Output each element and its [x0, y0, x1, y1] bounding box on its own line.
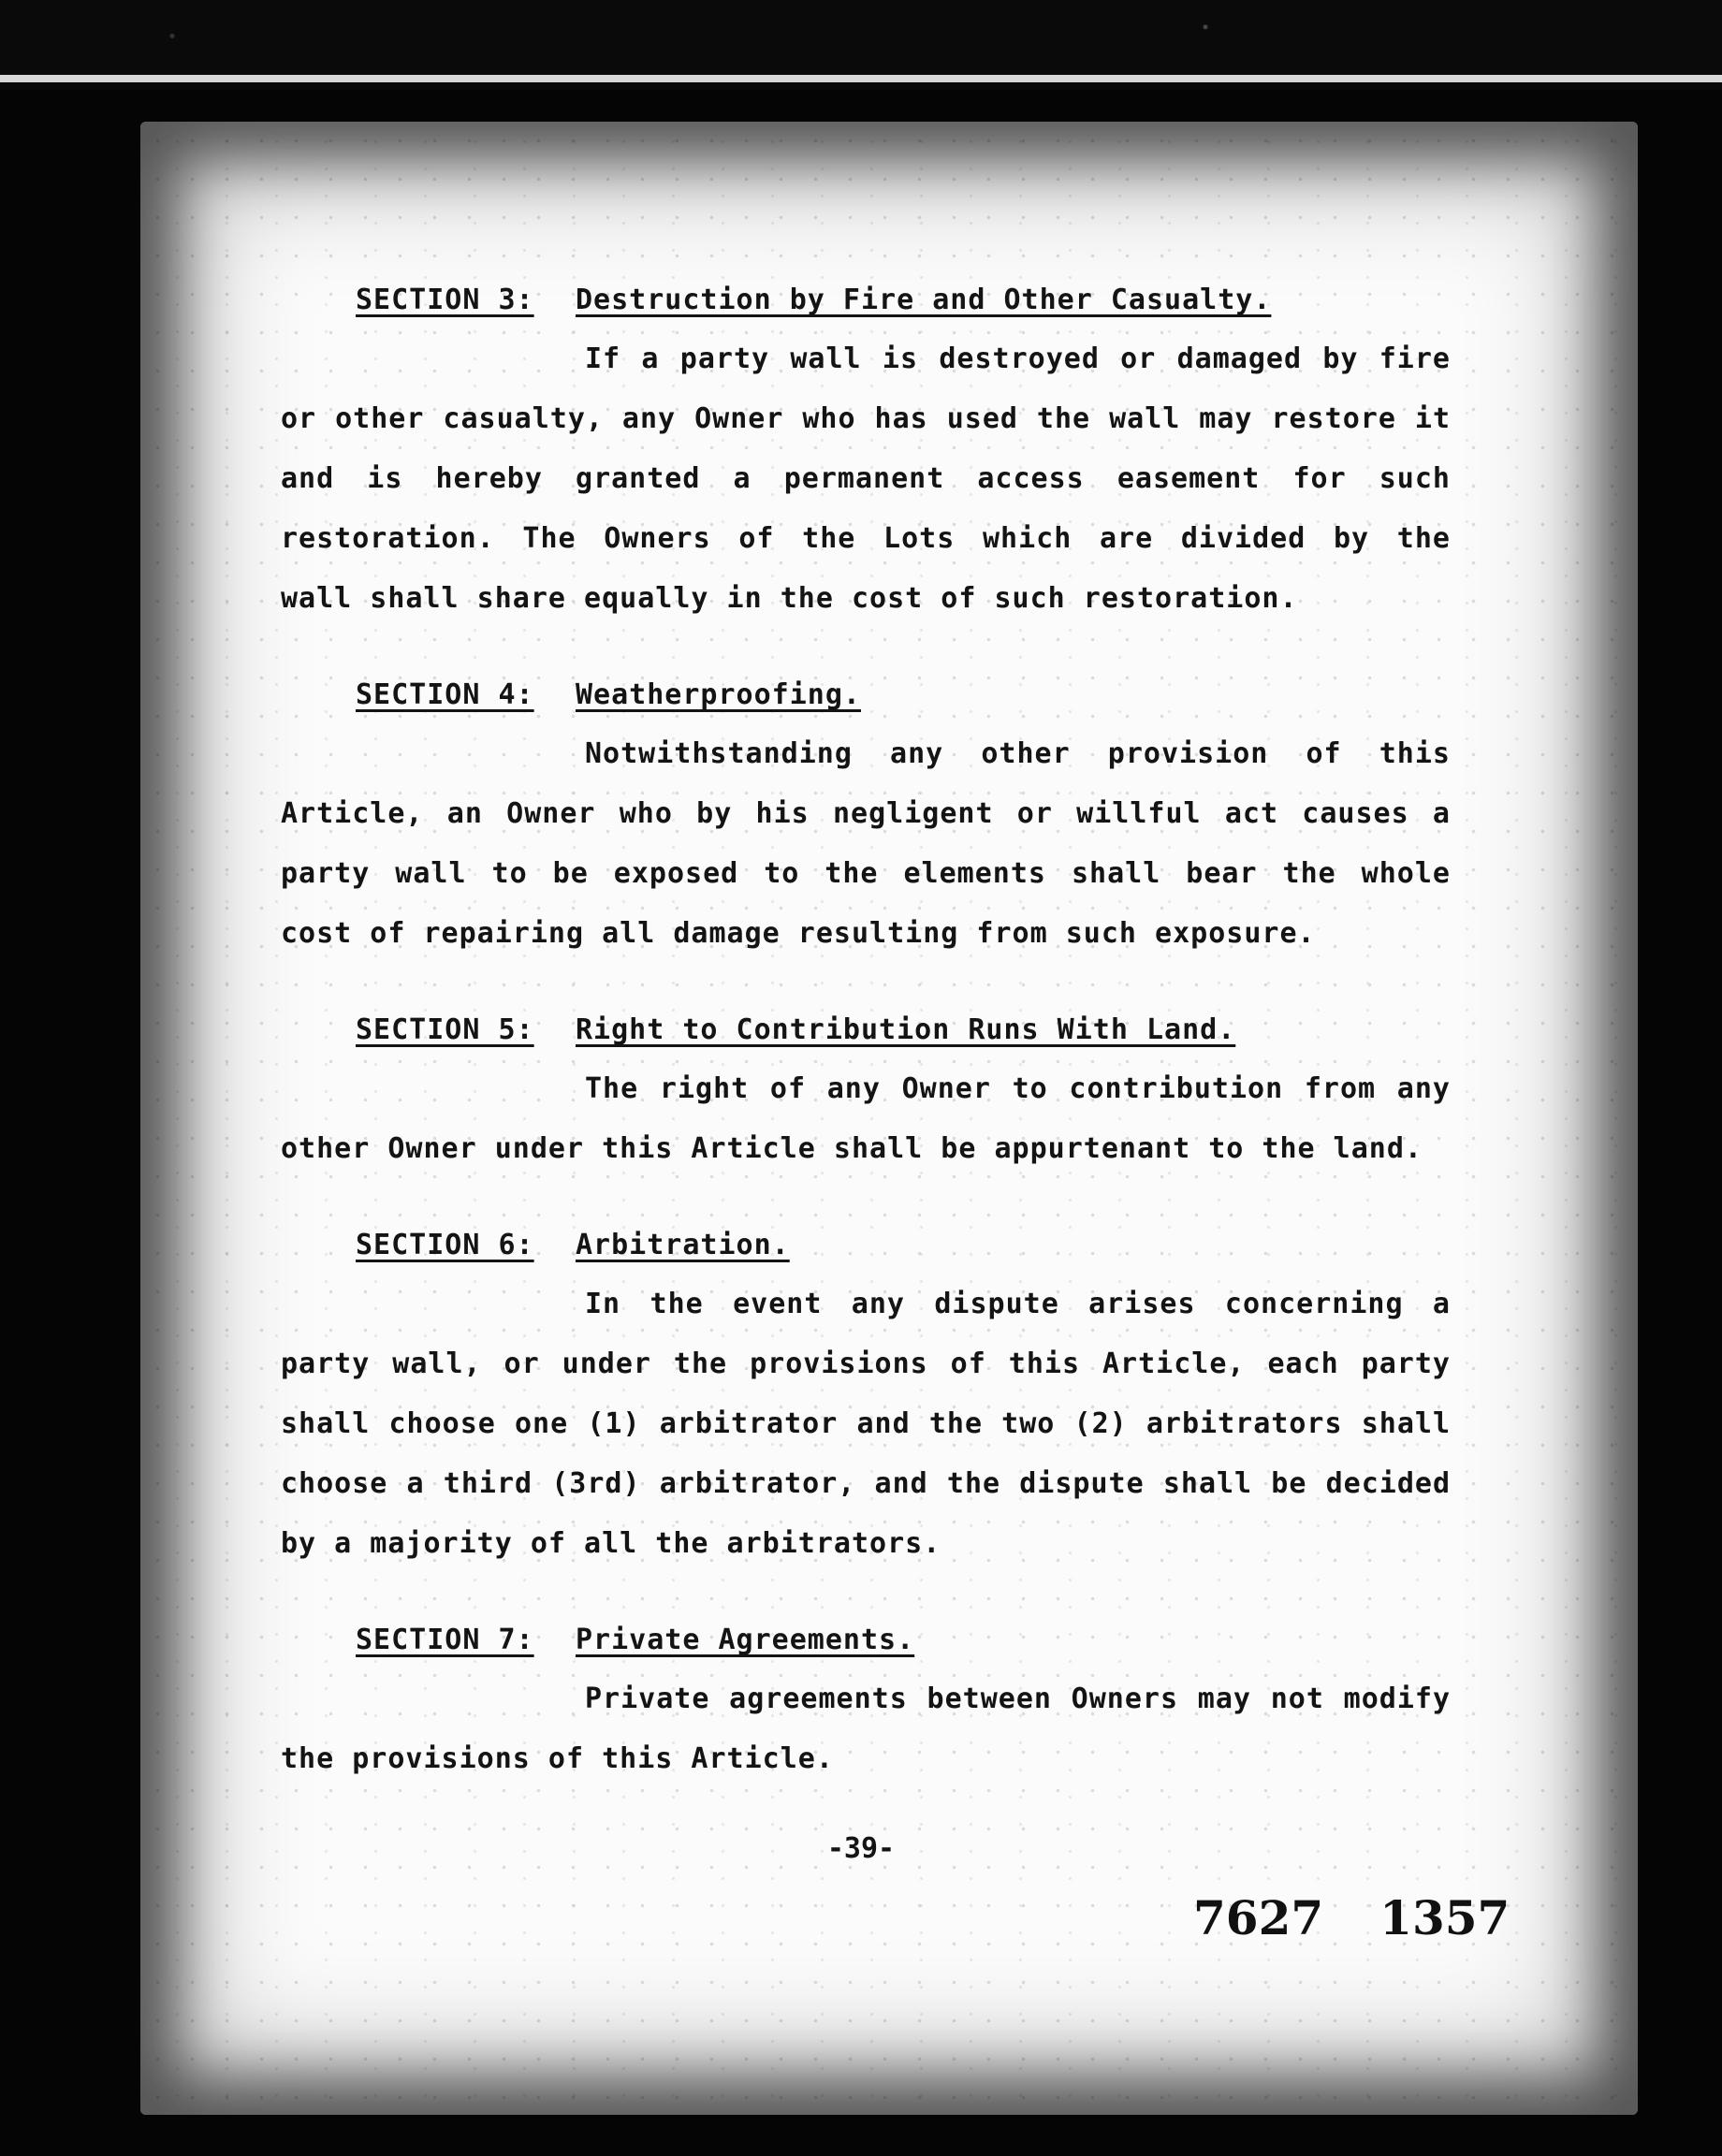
section-text-line: Article, an Owner who by his negligent or willful act causes a: [281, 797, 1451, 830]
section-title: Private Agreements.: [576, 1624, 915, 1656]
section-text-line: other Owner under this Article shall be appurtenant to the land.: [281, 1132, 1423, 1165]
recording-book-number: 7627: [1193, 1890, 1324, 1945]
section-number: SECTION 7:: [356, 1624, 534, 1656]
section-text-line: In the event any dispute arises concerning a: [585, 1288, 1451, 1320]
section-title: Destruction by Fire and Other Casualty.: [576, 284, 1272, 316]
scan-top-rule: [0, 75, 1722, 82]
section: [281, 666, 1451, 964]
section-number: SECTION 3:: [356, 284, 534, 316]
recording-page-number: 1357: [1379, 1890, 1510, 1945]
section-text-line: If a party wall is destroyed or damaged by fire: [585, 342, 1451, 375]
section-text-line: cost of repairing all damage resulting from such exposure.: [281, 917, 1316, 950]
recording-reference: [1193, 1890, 1510, 1945]
section: [281, 1216, 1451, 1574]
section-text-line: Notwithstanding any other provision of this: [585, 737, 1451, 770]
page-number: -39-: [826, 1832, 896, 1865]
section-text-line: the provisions of this Article.: [281, 1742, 834, 1775]
section-title: Right to Contribution Runs With Land.: [576, 1013, 1236, 1046]
section-text-line: choose a third (3rd) arbitrator, and the dispute shall be decided: [281, 1467, 1451, 1500]
section: [281, 1001, 1451, 1179]
section-number: SECTION 5:: [356, 1013, 534, 1046]
section-heading: [281, 1001, 1451, 1059]
section-heading: [281, 666, 1451, 724]
document-body: [281, 271, 1451, 1827]
section-title: Weatherproofing.: [576, 678, 861, 711]
section-text-line: and is hereby granted a permanent access easement for such: [281, 462, 1451, 495]
section-text-line: or other casualty, any Owner who has used the wall may restore it: [281, 402, 1451, 435]
section: [281, 1611, 1451, 1789]
section-text-line: party wall to be exposed to the elements shall bear the whole: [281, 857, 1451, 890]
section-text-line: Private agreements between Owners may not modify: [585, 1683, 1451, 1715]
section-text-line: shall choose one (1) arbitrator and the two (2) arbitrators shall: [281, 1407, 1451, 1440]
section-text-line: restoration. The Owners of the Lots which are divided by the: [281, 522, 1451, 555]
section-heading: [281, 1611, 1451, 1669]
section-text-line: wall shall share equally in the cost of such restoration.: [281, 582, 1298, 615]
section-heading: [281, 271, 1451, 329]
section-heading: [281, 1216, 1451, 1275]
section-text-line: party wall, or under the provisions of this Article, each party: [281, 1348, 1451, 1380]
section-text-line: The right of any Owner to contribution from any: [585, 1072, 1451, 1105]
section-number: SECTION 4:: [356, 678, 534, 711]
section-number: SECTION 6:: [356, 1229, 534, 1261]
section: [281, 271, 1451, 629]
section-text-line: by a majority of all the arbitrators.: [281, 1527, 941, 1560]
section-title: Arbitration.: [576, 1229, 790, 1261]
